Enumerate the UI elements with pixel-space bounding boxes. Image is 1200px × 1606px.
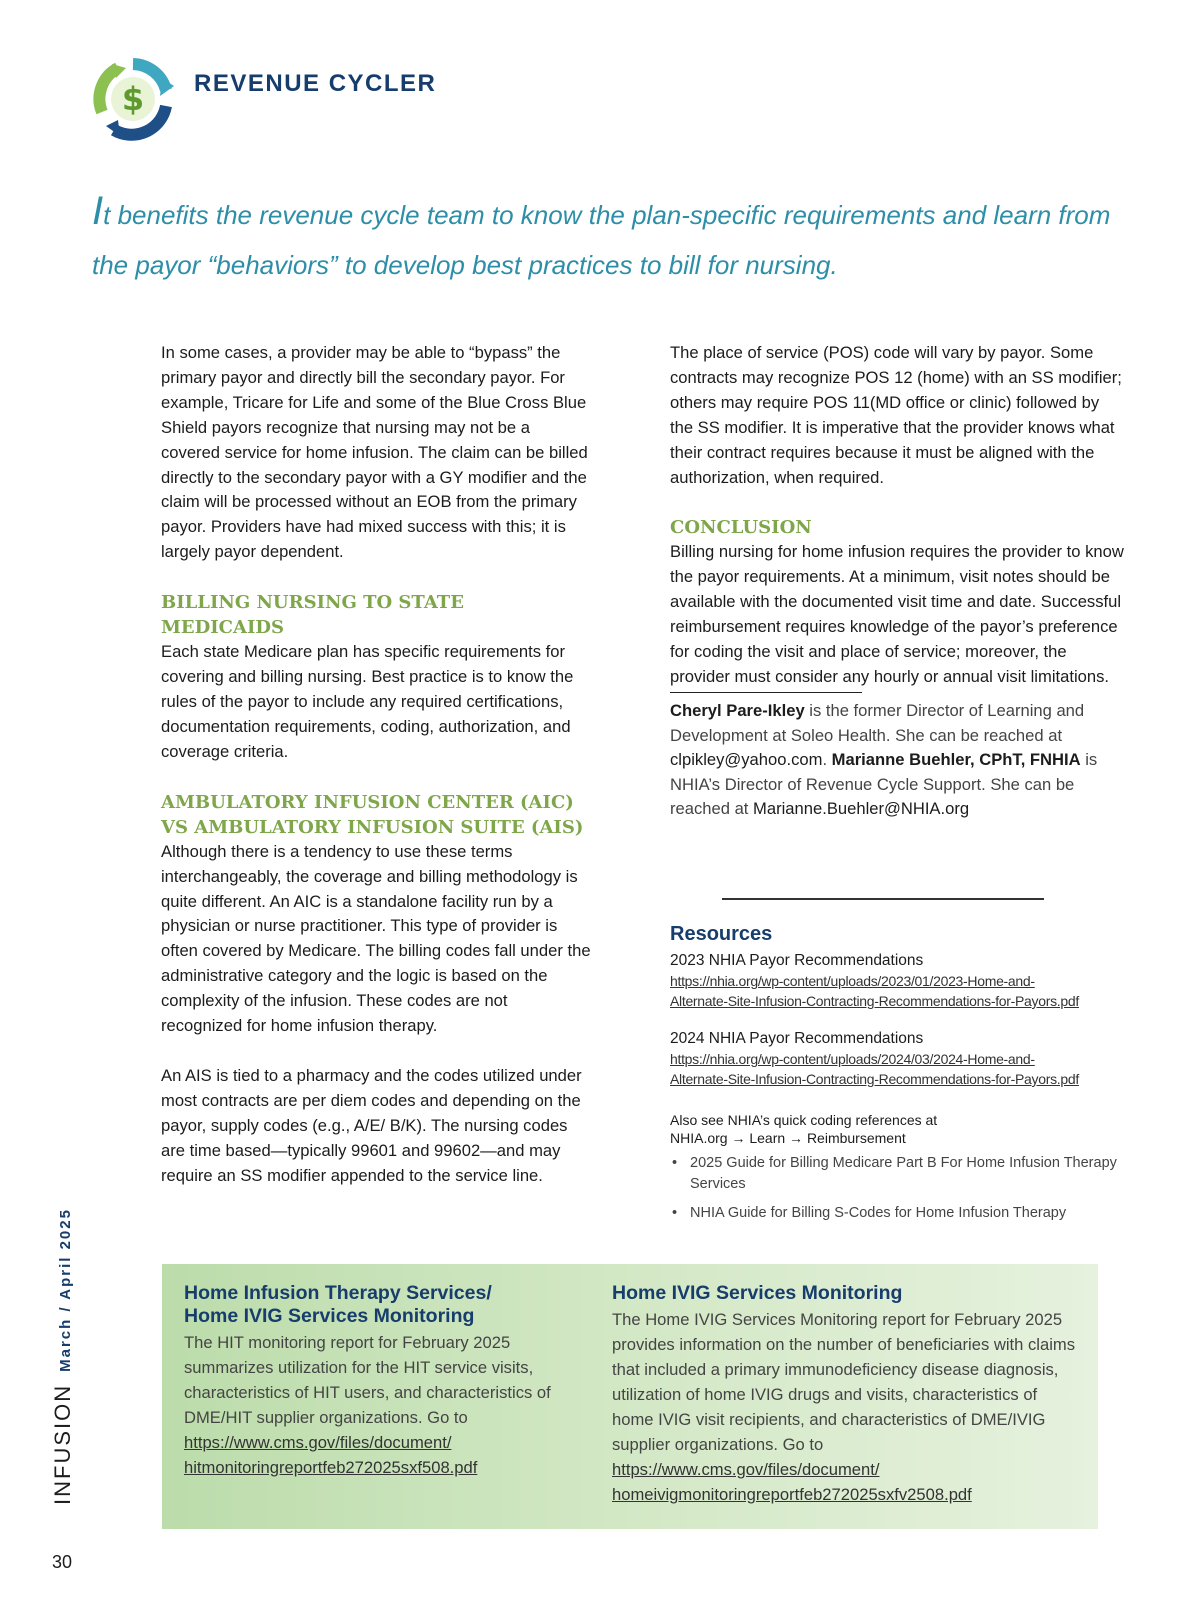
resource-link[interactable] [670, 1049, 1140, 1089]
cms-monitoring-sidebar [162, 1264, 1098, 1529]
resource-name: 2023 NHIA Payor Recommendations [670, 952, 924, 969]
svg-text:$: $ [121, 80, 145, 118]
panel-body: The Home IVIG Services Monitoring report for February 2025 provides information on the number of beneficiaries with claims that included a primary immunodeficiency disease diagnosis, utilization of home IVIG drugs and visits, characteristics of home IVIG visit recipients, and characteristics of DME/IVIG supplier organizations. Go to [612, 1310, 1076, 1454]
section-divider [722, 898, 1044, 900]
panel-title [184, 1282, 579, 1328]
heading-line: AMBULATORY INFUSION CENTER (AIC) [161, 791, 574, 813]
panel-text [612, 1307, 1082, 1507]
author-email-link[interactable]: Marianne.Buehler@NHIA.org [753, 799, 970, 819]
heading-conclusion: CONCLUSION [670, 517, 812, 539]
list-item: • NHIA Guide for Billing S-Codes for Home Infusion Therapy [670, 1203, 1140, 1224]
author-name: Cheryl Pare-Ikley [670, 701, 805, 721]
paragraph: Each state Medicare plan has specific requirements for covering and billing nursing. Best practice is to know the rules of the payor to include any required certifications, documentation requirements, coding, authorization, and coverage criteria. [161, 642, 574, 761]
magazine-issue-sidebar [50, 1208, 76, 1505]
ivig-monitoring-panel [612, 1282, 1082, 1507]
report-link[interactable]: https://www.cms.gov/files/document/ [184, 1433, 452, 1452]
author-bio [670, 699, 1125, 822]
bio-separator: . [822, 750, 832, 770]
section-title: REVENUE CYCLER [194, 70, 437, 97]
resource-link-line[interactable]: https://nhia.org/wp-content/uploads/2024/03/2024-Home-and- [670, 1051, 1035, 1067]
bio-divider [670, 692, 862, 694]
resources-section [670, 920, 1140, 1232]
author-name: Marianne Buehler, CPhT, FNHIA [831, 750, 1081, 770]
paragraph: An AIS is tied to a pharmacy and the codes utilized under most contracts are per diem codes and depending on the payor, supply codes (e.g., A/E/ B/K). The nursing codes are time based—typically 99601 and 99602—and may require an SS modifier appended to the service line. [161, 1065, 582, 1185]
list-item: • 2025 Guide for Billing Medicare Part B For Home Infusion Therapy Services [670, 1153, 1140, 1195]
panel-text [184, 1330, 579, 1480]
resource-link-line[interactable]: https://nhia.org/wp-content/uploads/2023/01/2023-Home-and- [670, 973, 1035, 989]
panel-body: The HIT monitoring report for February 2025 summarizes utilization for the HIT service visits, characteristics of HIT users, and characteristics of DME/HIT supplier organizations. Go to [184, 1333, 551, 1427]
resources-title: Resources [670, 923, 773, 945]
title-line: Home IVIG Services Monitoring [184, 1305, 475, 1327]
bio-text: is NHIA’s Director of Revenue Cycle Support. She can be reached at [670, 750, 1098, 819]
report-link[interactable]: https://www.cms.gov/files/document/ [612, 1460, 880, 1479]
paragraph: The place of service (POS) code will vary by payor. Some contracts may recognize POS 12 (home) with an SS modifier; others may require POS 11(MD office or clinic) followed by the SS modifier. It is imperative that the provider knows what their contract requires because it must be aligned with the authorization, when required. [670, 343, 1122, 487]
left-column [161, 341, 591, 1188]
resource-link-line[interactable]: Alternate-Site-Infusion-Contracting-Recommendations-for-Payors.pdf [670, 993, 1079, 1009]
magazine-title: INFUSION [50, 1383, 75, 1505]
issue-date: March / April 2025 [57, 1208, 74, 1372]
right-column [670, 341, 1125, 822]
resource-link[interactable] [670, 971, 1140, 1011]
pull-quote-text: t benefits the revenue cycle team to know the plan-specific requirements and learn from the payor “behaviors” to develop best practices to bill for nursing. [92, 200, 1111, 280]
report-link[interactable]: hitmonitoringreportfeb272025sxf508.pdf [184, 1458, 478, 1477]
revenue-cycle-dollar-icon [90, 56, 176, 142]
bio-text: is the former Director of Learning and Development at Soleo Health. She can be reached at [670, 701, 1085, 745]
paragraph: Although there is a tendency to use these terms interchangeably, the coverage and billing methodology is quite different. An AIC is a standalone facility run by a physician or nurse practitioner. This type of provider is often covered by Medicare. The billing codes fall under the administrative category and the logic is based on the complexity of the infusion. These codes are not recognized for home infusion therapy. [161, 841, 591, 1036]
heading-state-medicaids: BILLING NURSING TO STATE MEDICAIDS [161, 592, 464, 639]
hit-monitoring-panel [184, 1282, 579, 1480]
references-list [670, 1153, 1140, 1224]
resource-link-line[interactable]: Alternate-Site-Infusion-Contracting-Recommendations-for-Payors.pdf [670, 1071, 1079, 1087]
paragraph: In some cases, a provider may be able to “bypass” the primary payor and directly bill the secondary payor. For example, Tricare for Life and some of the Blue Cross Blue Shield payors recognize that nursing may not be a covered service for home infusion. The claim can be billed directly to the secondary payor with a GY modifier and the claim will be processed without an EOB from the primary payor. Providers have had mixed success with this; it is largely payor dependent. [161, 343, 588, 562]
heading-aic-vs-ais [161, 790, 591, 840]
page-number: 30 [52, 1552, 73, 1572]
panel-title: Home IVIG Services Monitoring [612, 1282, 903, 1304]
pull-quote-dropcap: I [92, 189, 104, 233]
pull-quote [92, 186, 1132, 290]
paragraph: Billing nursing for home infusion requires the provider to know the payor requirements. At a minimum, visit notes should be available with the documented visit time and date. Successful reimbursement requires knowledge of the payor’s preference for coding the visit and place of service; moreover, the provider must consider any hourly or annual visit limitations. [670, 542, 1124, 686]
title-line: Home Infusion Therapy Services/ [184, 1282, 492, 1304]
report-link[interactable]: homeivigmonitoringreportfeb272025sxfv2508.pdf [612, 1485, 972, 1504]
coding-references-note [670, 1111, 1140, 1147]
note-line: Also see NHIA’s quick coding references at [670, 1112, 938, 1128]
note-line: NHIA.org → Learn → Reimbursement [670, 1130, 906, 1146]
heading-line: VS AMBULATORY INFUSION SUITE (AIS) [161, 816, 584, 838]
resource-name: 2024 NHIA Payor Recommendations [670, 1030, 924, 1047]
author-email-link[interactable]: clpikley@yahoo.com [670, 750, 823, 770]
